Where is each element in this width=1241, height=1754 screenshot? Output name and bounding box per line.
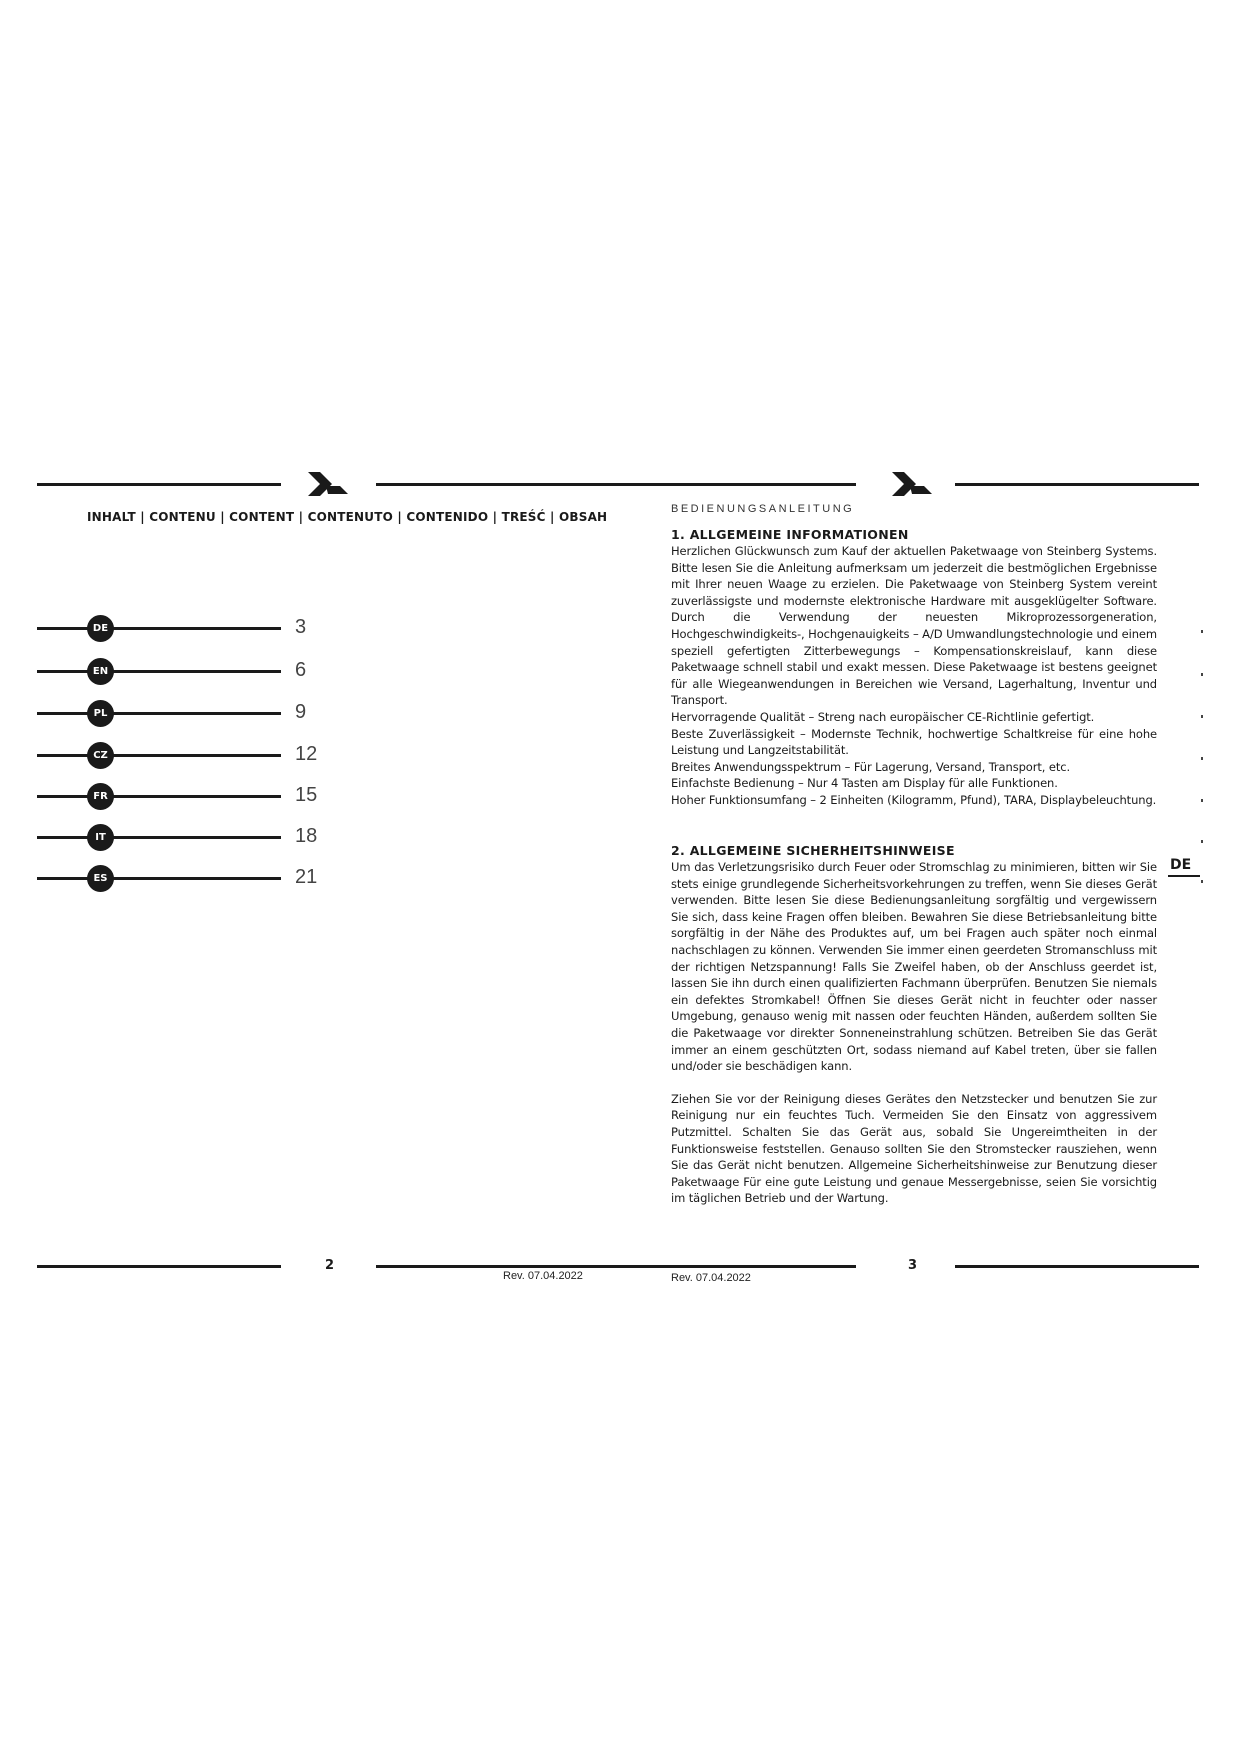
brand-logo-icon	[890, 470, 934, 500]
toc-item-fr[interactable]	[37, 782, 337, 812]
revision-left: Rev. 07.04.2022	[503, 1270, 583, 1282]
paragraph: Ziehen Sie vor der Reinigung dieses Gerätes den Netzstecker und benutzen Sie zur Reinigung nur ein feuchtes Tuch. Vermeiden Sie den Einsatz von aggressivem Putzmittel. Schalten Sie das Gerät aus, sobald Sie Ungereimtheiten in der Funktionsweise feststellen. Genauso sollten Sie den Stromstecker rausziehen, wenn Sie das Gerät nicht benutzen. Allgemeine Sicherheitshinweise zur Benutzung dieser Paketwaage Für eine gute Leistung und genaue Messergebnisse, seien Sie vorsichtig im täglichen Betrieb und der Wartung.	[671, 1091, 1157, 1206]
bottom-rule-left-a	[37, 1265, 281, 1268]
paragraph: Um das Verletzungsrisiko durch Feuer oder Stromschlag zu minimieren, bitten wir Sie stets einige grundlegende Sicherheitsvorkehrungen zu treffen, wenn Sie dieses Gerät verwenden. Bitte lesen Sie diese Bedienungsanleitung sorgfältig und vergewissern Sie sich, dass keine Fragen offen bleiben. Bewahren Sie diese Betriebsanleitung bitte sorgfältig in der Nähe des Produktes auf, um bei Fragen auch später noch einmal nachschlagen zu können. Verwenden Sie immer einen geerdeten Stromanschluss mit der richtigen Netzspannung! Falls Sie Zweifel haben, ob der Anschluss geerdet ist, lassen Sie ihn durch einen qualifizierten Fachmann überprüfen. Benutzen Sie niemals ein defektes Stromkabel! Öffnen Sie dieses Gerät nicht in feuchter oder nasser Umgebung, genauso wenig mit nassen oder feuchten Händen, außerdem sollten Sie die Paketwaage vor direkter Sonneneinstrahlung schützen. Betreiben Sie das Gerät immer an einem geschützten Ort, sodass niemand auf Kabel treten, über sie fallen und/oder sie beschädigen kann.	[671, 860, 1157, 1074]
feature-line: Einfachste Bedienung – Nur 4 Tasten am Display für alle Funktionen.	[671, 776, 1058, 791]
toc-item-de[interactable]	[37, 614, 337, 644]
edge-marker	[1201, 799, 1203, 802]
top-rule-left-b	[376, 483, 856, 486]
edge-marker	[1201, 630, 1203, 633]
page-number-left: 2	[325, 1258, 335, 1273]
toc-page-number: 6	[295, 659, 307, 681]
toc-lang-badge: PL	[87, 700, 114, 727]
toc-page-number: 15	[295, 784, 318, 806]
edge-marker	[1201, 840, 1203, 843]
feature-line: Breites Anwendungsspektrum – Für Lagerung, Versand, Transport, etc.	[671, 759, 1071, 774]
toc-lang-badge: FR	[87, 783, 114, 810]
feature-line: Hoher Funktionsumfang – 2 Einheiten (Kilogramm, Pfund), TARA, Displaybeleuchtung.	[671, 792, 1157, 807]
feature-line: Hervorragende Qualität – Streng nach europäischer CE-Richtlinie gefertigt.	[671, 709, 1095, 724]
revision-right: Rev. 07.04.2022	[671, 1272, 751, 1284]
toc-page-number: 9	[295, 701, 307, 723]
edge-marker	[1201, 757, 1203, 760]
edge-marker	[1201, 715, 1203, 718]
toc-lang-badge: EN	[87, 658, 114, 685]
toc-page-number: 3	[295, 616, 307, 638]
toc-lang-badge: DE	[87, 615, 114, 642]
toc-lang-badge: ES	[87, 865, 114, 892]
heading-safety: 2. ALLGEMEINE SICHERHEITSHINWEISE	[671, 843, 955, 858]
top-rule-left-a	[37, 483, 281, 486]
edge-marker	[1201, 673, 1203, 676]
safety-section	[671, 843, 1157, 1207]
toc-lang-badge: IT	[87, 824, 114, 851]
toc-page-number: 12	[295, 743, 318, 765]
section-label: BEDIENUNGSANLEITUNG	[671, 503, 855, 515]
toc-item-pl[interactable]	[37, 699, 337, 729]
bottom-rule-left-b	[376, 1265, 856, 1268]
language-tab: DE	[1170, 857, 1192, 873]
toc-lang-badge: CZ	[87, 742, 114, 769]
paragraph: Herzlichen Glückwunsch zum Kauf der aktuellen Paketwaage von Steinberg Systems. Bitte lesen Sie die Anleitung aufmerksam um jederzeit die bestmöglichen Ergebnisse mit Ihrer neuen Waage zu erzielen. Die Paketwaage von Steinberg System vereint zuverlässigste und modernste elektronische Hardware mit ausgeklügelter Software. Durch die Verwendung der neuesten Mikroprozessorgeneration, Hochgeschwindigkeits-, Hochgenauigkeits – A/D Umwandlungstechnologie und einem speziell gefertigten Zitterbewegungs – Kompensationskreislauf, kann diese Paketwaage schnell stabil und exakt messen. Diese Paketwaage ist bestens geeignet für alle Wiegeanwendungen in Bereichen wie Versand, Lagerhaltung, Inventur und Transport.	[671, 544, 1157, 708]
toc-item-it[interactable]	[37, 823, 337, 853]
feature-line: Beste Zuverlässigkeit – Modernste Technik, hochwertige Schaltkreise für eine hohe Leistung und Langzeitstabilität.	[671, 726, 1157, 758]
toc-page-number: 21	[295, 866, 318, 888]
info-section	[671, 527, 1157, 809]
page-number-right: 3	[908, 1258, 918, 1273]
bottom-rule-right	[955, 1265, 1199, 1268]
heading-general-info: 1. ALLGEMEINE INFORMATIONEN	[671, 527, 909, 542]
toc-item-en[interactable]	[37, 657, 337, 687]
toc-item-cz[interactable]	[37, 741, 337, 771]
contents-title: INHALT | CONTENU | CONTENT | CONTENUTO | CONTENIDO | TREŚĆ | OBSAH	[87, 510, 608, 524]
language-tab-underline	[1168, 875, 1200, 877]
toc-item-es[interactable]	[37, 864, 337, 894]
edge-marker	[1201, 880, 1203, 883]
top-rule-right	[955, 483, 1199, 486]
toc-page-number: 18	[295, 825, 318, 847]
brand-logo-icon	[306, 470, 350, 500]
